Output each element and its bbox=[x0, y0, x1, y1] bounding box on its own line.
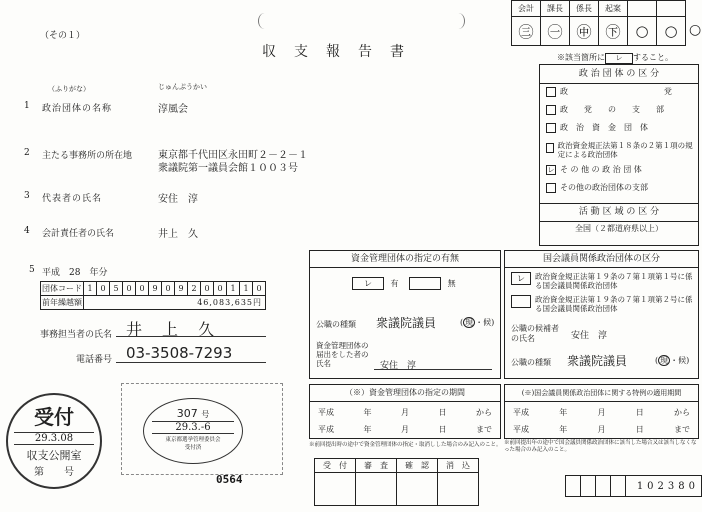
approval-mark-1: ㊀ bbox=[541, 17, 570, 46]
field-1-num: 1 bbox=[24, 101, 30, 111]
approval-table bbox=[511, 0, 686, 46]
fund-period-box bbox=[309, 384, 501, 439]
activity-value: 全国（２都道府県以上） bbox=[575, 224, 663, 233]
field-4-label: 会計責任者の氏名 bbox=[42, 229, 115, 239]
fund-period-note: ※前回提出時の途中で資金管理団体の指定・取消しした場合のみ記入のこと。 bbox=[309, 442, 502, 448]
fund-period-title: （※）資金管理団体の指定の期間 bbox=[310, 385, 500, 402]
code-digit: 1 bbox=[84, 282, 97, 296]
contact-person-underline bbox=[116, 336, 266, 337]
diet-period-title: (※)国会議員関係政治団体に関する特例の適用期間 bbox=[505, 385, 698, 402]
contact-phone-label: 電話番号 bbox=[76, 355, 113, 365]
approval-mark-2: ㊥ bbox=[570, 17, 599, 46]
election-stamp-sub: 受付済 bbox=[184, 445, 202, 451]
prev-carry-unit: 円 bbox=[253, 298, 262, 307]
fund-filer-value: 安住 淳 bbox=[380, 361, 417, 371]
code-digit: 0 bbox=[214, 282, 227, 296]
approval-mark-3: ㊦ bbox=[599, 17, 628, 46]
kubun-checkbox-2 bbox=[546, 123, 556, 133]
check-instruction-box: レ bbox=[605, 53, 633, 64]
doc-id-table bbox=[565, 475, 702, 497]
field-4-value: 井上 久 bbox=[158, 229, 198, 240]
sono-label: （その１） bbox=[40, 31, 86, 41]
kubun-item-1: 政 党 の 支 部 bbox=[546, 105, 694, 123]
code-digit: 0 bbox=[253, 282, 266, 296]
doc-id: 102380 bbox=[626, 476, 702, 497]
approval-mark-4: ○ bbox=[628, 17, 657, 46]
approval-header-3: 起案 bbox=[599, 1, 628, 17]
diet-candidate-value: 安住 淳 bbox=[571, 331, 608, 341]
field-2-value: 東京都千代田区永田町２－２－１ bbox=[158, 150, 308, 161]
approval-header-1: 課長 bbox=[541, 1, 570, 17]
diet-role-label: 公職の種類 bbox=[511, 358, 551, 367]
fund-role-value: 衆議院議員 bbox=[376, 316, 437, 330]
fund-yes-checkbox: レ bbox=[352, 277, 384, 290]
approval-mark-0: ㊂ bbox=[512, 17, 541, 46]
approval-trailing-mark: ○ bbox=[689, 22, 702, 38]
code-digit: 0 bbox=[97, 282, 110, 296]
diet-period-row-0: 平成 年 月 日 から bbox=[513, 408, 690, 417]
field-4-num: 4 bbox=[24, 226, 30, 236]
activity-title: 活 動 区 域 の 区 分 bbox=[540, 203, 698, 222]
fund-role-label: 公職の種類 bbox=[316, 320, 356, 329]
furigana-value: じゅんぷうかい bbox=[158, 83, 207, 91]
election-stamp bbox=[143, 398, 243, 464]
kubun-item-5: その他の政治団体の支部 bbox=[546, 183, 694, 199]
kubun-item-4: レ そ の 他 の 政 治 団 体 bbox=[547, 165, 642, 174]
diet-period-row-1: 平成 年 月 日 まで bbox=[513, 425, 690, 434]
process-header-1: 審 査 bbox=[356, 459, 397, 473]
diet-group-title: 国会議員関係政治団体の区分 bbox=[505, 251, 698, 268]
punch-hole-left bbox=[258, 13, 271, 29]
contact-phone-value: 03-3508-7293 bbox=[126, 344, 233, 362]
approval-header-2: 係長 bbox=[570, 1, 599, 17]
prev-carry-value: 46,083,635 bbox=[197, 298, 253, 307]
field-1-label: 政治団体の名称 bbox=[42, 104, 113, 114]
code-digit: 5 bbox=[110, 282, 123, 296]
furigana-label: （ふりがな） bbox=[48, 85, 90, 93]
prev-carry-cell bbox=[84, 296, 266, 310]
kubun-checkbox-0 bbox=[546, 87, 556, 97]
field-3-value: 安住 淳 bbox=[158, 194, 198, 205]
code-digit: 0 bbox=[136, 282, 149, 296]
fund-filer-label: 資金管理団体の届出をした者の氏名 bbox=[316, 341, 369, 368]
election-stamp-num: 307 号 bbox=[176, 407, 210, 420]
contact-person-value: 井 上 久 bbox=[126, 320, 217, 339]
fund-no-label: 無 bbox=[447, 278, 456, 288]
prev-carry-label: 前年繰越額 bbox=[41, 296, 84, 310]
approval-header-0: 会計 bbox=[512, 1, 541, 17]
dantai-code-label: 団体コード bbox=[41, 282, 84, 296]
election-stamp-date: 29.3.-6 bbox=[152, 421, 234, 434]
process-header-0: 受 付 bbox=[315, 459, 356, 473]
field-2-value2: 衆議院第一議員会館１００３号 bbox=[158, 163, 298, 174]
process-header-3: 消 込 bbox=[438, 459, 479, 473]
serial-number: 0564 bbox=[216, 473, 243, 486]
fund-mgmt-box bbox=[309, 250, 501, 379]
code-digit: 0 bbox=[201, 282, 214, 296]
field-2-label: 主たる事務所の所在地 bbox=[42, 151, 133, 161]
received-stamp bbox=[6, 393, 102, 489]
process-header-2: 確 認 bbox=[397, 459, 438, 473]
kubun-item-0: 政 党 bbox=[546, 87, 694, 105]
received-stamp-date: 29.3.08 bbox=[14, 432, 94, 445]
kubun-checkbox-1 bbox=[546, 105, 556, 115]
received-stamp-dept: 収支公開室 bbox=[26, 449, 82, 462]
kubun-checkbox-3 bbox=[546, 143, 554, 153]
fund-no-checkbox bbox=[409, 277, 441, 290]
approval-mark-5: ○ bbox=[657, 17, 686, 46]
diet-checkbox-1 bbox=[511, 295, 531, 308]
kubun-item-3: 政治資金規正法第１８条の２第１項の規定による政治団体 bbox=[546, 141, 694, 165]
kubun-title: 政 治 団 体 の 区 分 bbox=[540, 65, 698, 84]
diet-role-value: 衆議院議員 bbox=[567, 354, 628, 368]
fund-period-row-0: 平成 年 月 日 から bbox=[318, 408, 492, 417]
diet-checkbox-0: レ bbox=[511, 272, 531, 285]
field-2-num: 2 bbox=[24, 148, 30, 158]
code-digit: 1 bbox=[227, 282, 240, 296]
diet-period-box bbox=[504, 384, 699, 439]
received-stamp-title: 受付 bbox=[34, 405, 74, 429]
election-stamp-org: 東京都選挙管理委員会 bbox=[165, 437, 221, 443]
fund-period-row-1: 平成 年 月 日 まで bbox=[318, 425, 492, 434]
page-title: 収 支 報 告 書 bbox=[262, 44, 406, 60]
code-digit: 9 bbox=[149, 282, 162, 296]
contact-person-label: 事務担当者の氏名 bbox=[40, 330, 113, 340]
code-digit: 1 bbox=[240, 282, 253, 296]
kubun-checkbox-5 bbox=[546, 183, 556, 193]
dantai-code-table bbox=[40, 281, 266, 310]
diet-role-suffix: ( 現 ・候) bbox=[655, 356, 690, 365]
kubun-box bbox=[539, 64, 699, 246]
diet-item-1: 政治資金規正法第１９条の７第１項第２号に係る国会議員関係政治団体 bbox=[511, 295, 693, 313]
fund-mgmt-yesno bbox=[352, 277, 456, 290]
process-table bbox=[314, 458, 479, 506]
field-3-num: 3 bbox=[24, 191, 30, 201]
kubun-checkbox-4: レ bbox=[547, 166, 555, 174]
diet-candidate-label: 公職の候補者の氏名 bbox=[511, 324, 559, 343]
kubun-item-2: 政 治 資 金 団 体 bbox=[546, 123, 694, 141]
field-1-value: 淳風会 bbox=[158, 104, 188, 115]
fund-role-suffix: ( 現 ・候) bbox=[460, 318, 495, 327]
code-digit: 2 bbox=[188, 282, 201, 296]
code-digit: 9 bbox=[175, 282, 188, 296]
code-digit: 0 bbox=[162, 282, 175, 296]
field-3-label: 代表者の氏名 bbox=[42, 194, 103, 204]
diet-group-box bbox=[504, 250, 699, 379]
diet-period-note: ※前回提出年の途中で国会議員関係政治団体に該当した場合又は該当しなくなった場合のみ記入のこと。 bbox=[504, 440, 697, 453]
check-instruction: ※該当箇所に レ すること。 bbox=[557, 53, 673, 62]
punch-hole-right bbox=[452, 13, 465, 29]
fund-yes-label: 有 bbox=[390, 278, 399, 288]
diet-item-0: レ 政治資金規正法第１９条の７第１項第１号に係る国会議員関係政治団体 bbox=[511, 272, 693, 290]
year-num: 5 bbox=[29, 265, 35, 275]
code-digit: 0 bbox=[123, 282, 136, 296]
received-stamp-num: 第 号 bbox=[34, 467, 74, 478]
fund-mgmt-title: 資金管理団体の指定の有無 bbox=[310, 251, 500, 268]
year-label: 平成 28 年分 bbox=[42, 268, 108, 278]
contact-phone-underline bbox=[116, 362, 266, 363]
